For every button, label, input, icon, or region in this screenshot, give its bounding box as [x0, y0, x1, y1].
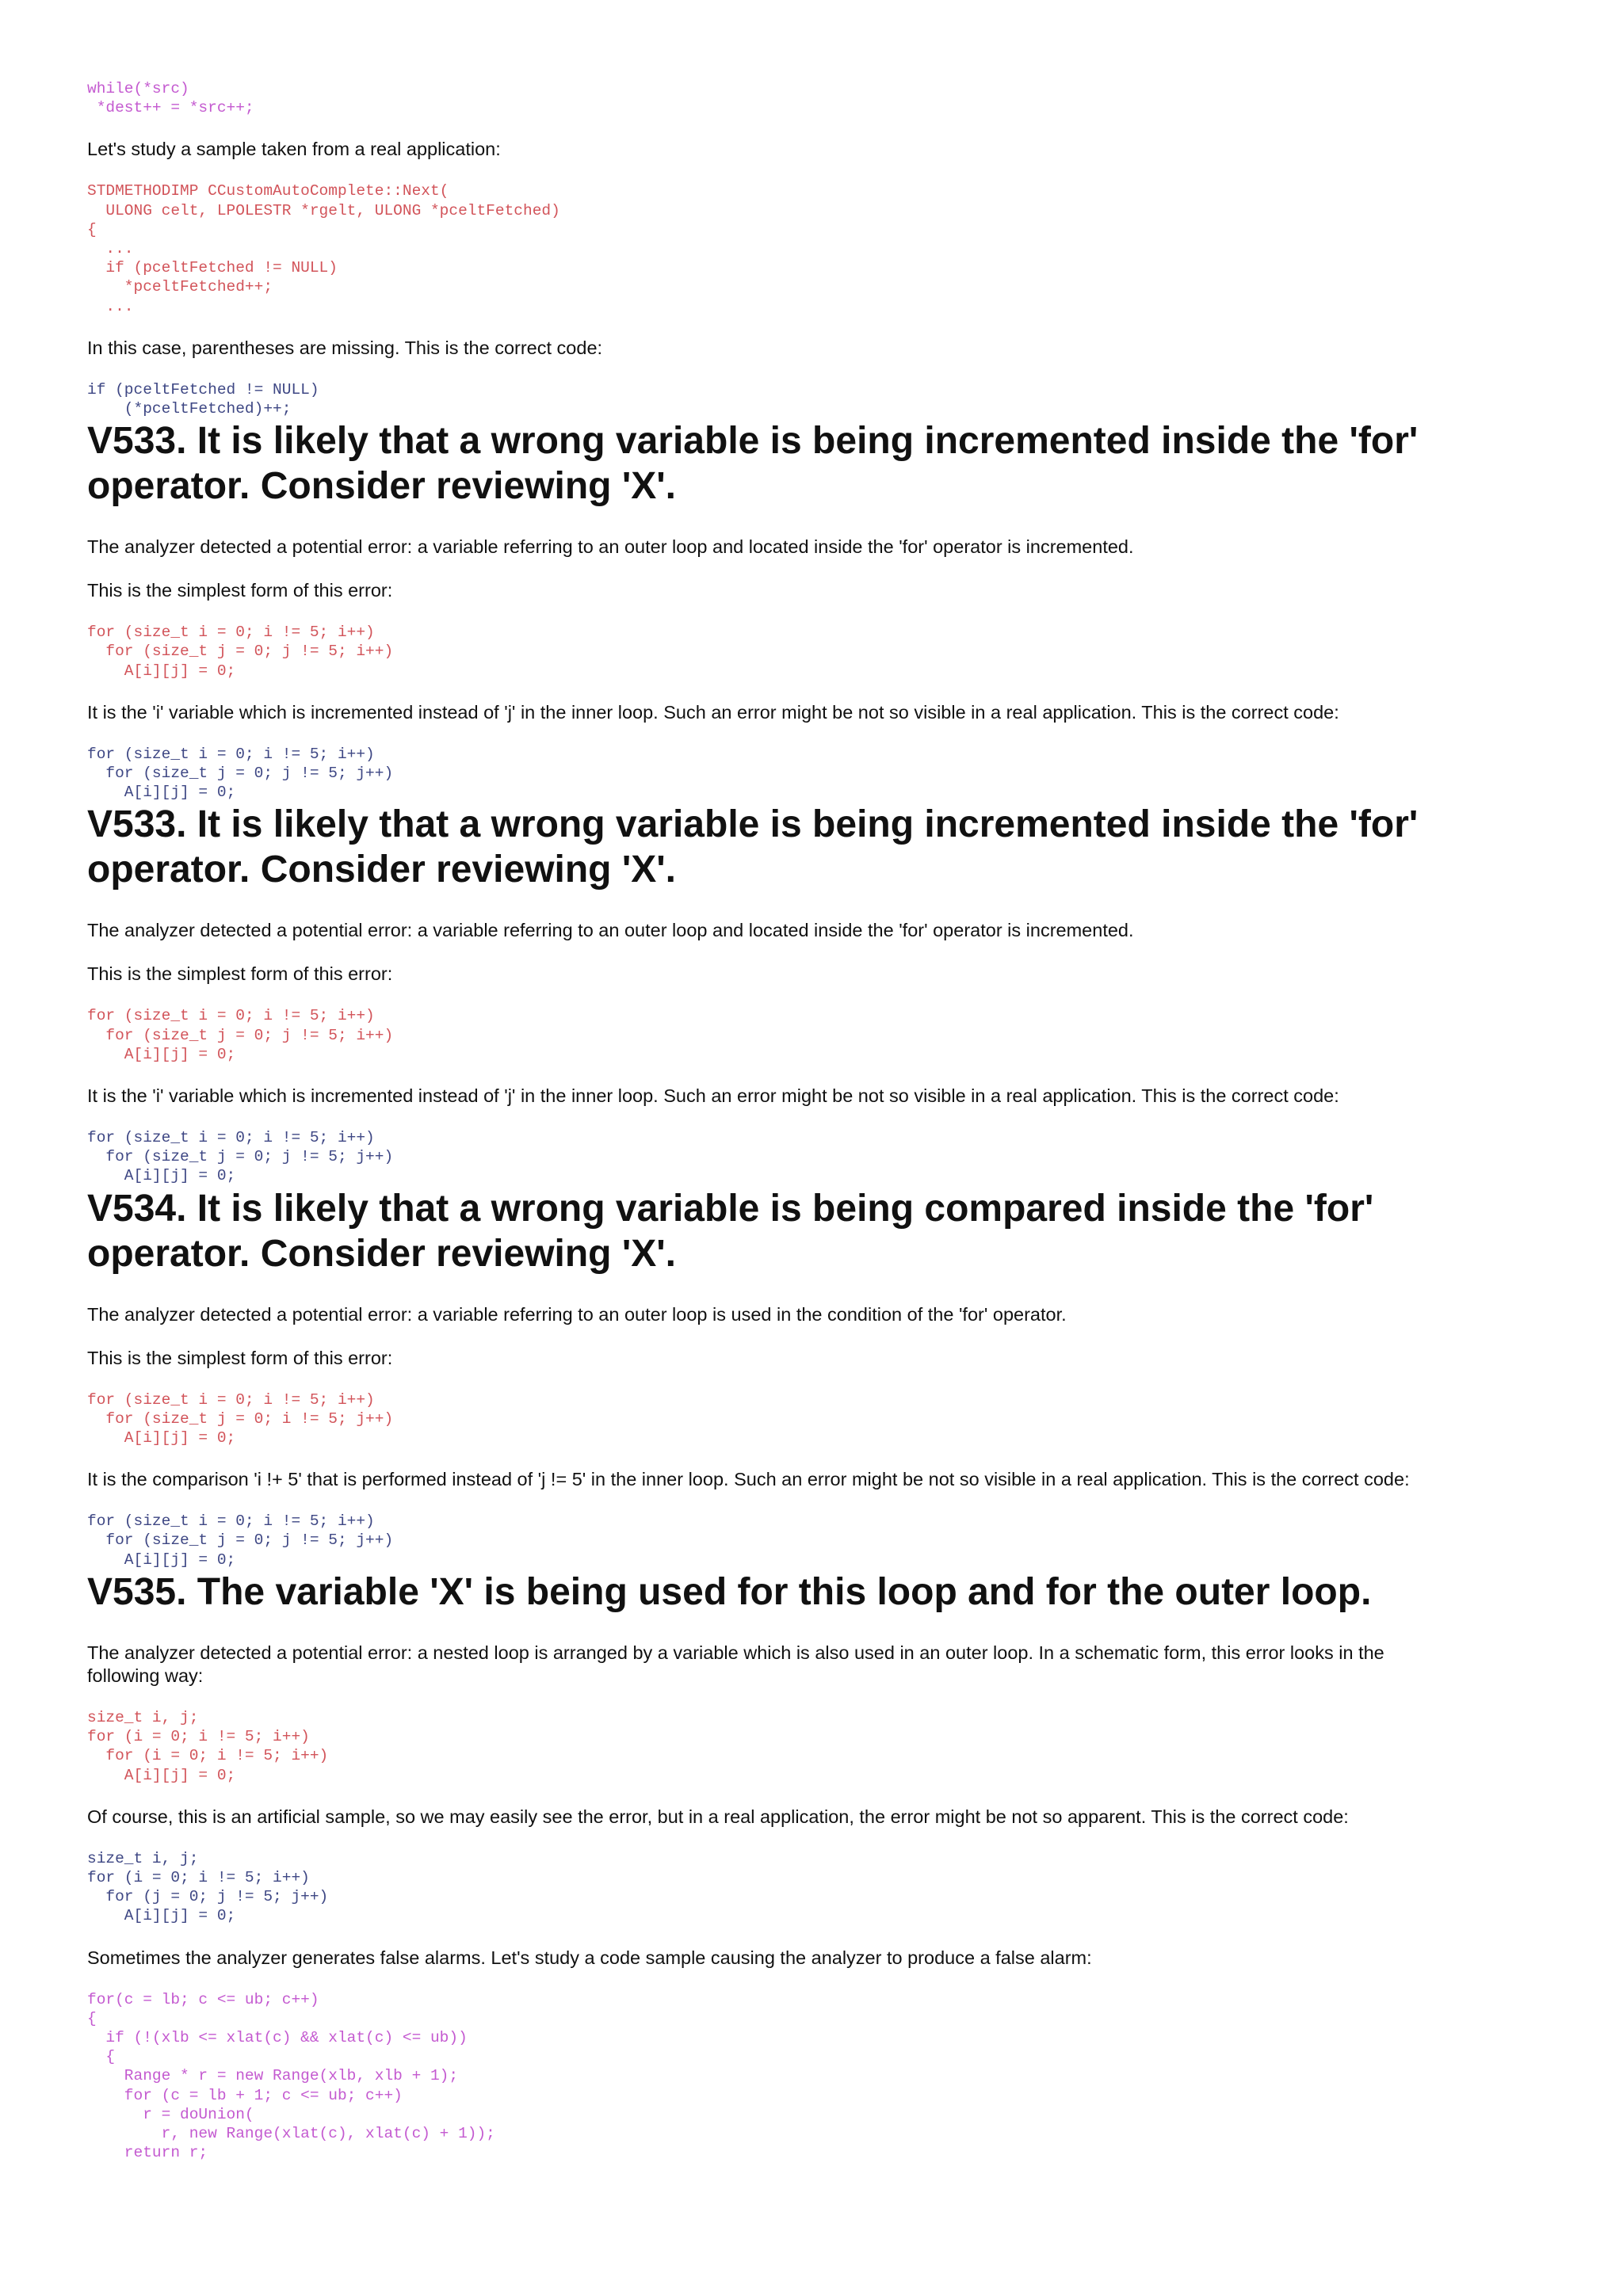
code-block-bad: for (size_t i = 0; i != 5; i++) for (size_t j = 0; i != 5; j++) A[i][j] = 0; [87, 1390, 394, 1447]
paragraph-description: The analyzer detected a potential error: a variable referring to an outer loop and located inside the 'for' operator is incremented. [87, 920, 1134, 941]
paragraph-explanation: It is the comparison 'i !+ 5' that is performed instead of 'j != 5' in the inner loop. Such an error might be not so visible in a real application. This is the correct code: [87, 1469, 1410, 1490]
code-block-bad-next: STDMETHODIMP CCustomAutoComplete::Next( ULONG celt, LPOLESTR *rgelt, ULONG *pceltFetched) { ... if (pceltFetched != NULL) *pceltFetched++; ... [87, 182, 560, 315]
paragraph-description: The analyzer detected a potential error: a nested loop is arranged by a variable which is also used in an outer loop. In a schematic form, this error looks in the following way: [87, 1642, 1384, 1686]
code-block-good-next: if (pceltFetched != NULL) (*pceltFetched)++; [87, 380, 319, 418]
section-heading-v535: V535. The variable 'X' is being used for this loop and for the outer loop. [87, 1570, 1372, 1613]
paragraph-description: The analyzer detected a potential error: a variable referring to an outer loop and located inside the 'for' operator is incremented. [87, 536, 1134, 558]
paragraph-simplest-form: This is the simplest form of this error: [87, 580, 393, 601]
paragraph-explanation: It is the 'i' variable which is incremented instead of 'j' in the inner loop. Such an error might be not so visible in a real application. This is the correct code: [87, 1085, 1339, 1107]
code-block-bad: for (size_t i = 0; i != 5; i++) for (size_t j = 0; j != 5; i++) A[i][j] = 0; [87, 624, 394, 680]
section-heading-v533-a: V533. It is likely that a wrong variable is being incremented inside the 'for' operator. Consider reviewing 'X'. [87, 420, 1419, 508]
paragraph-description: The analyzer detected a potential error: a variable referring to an outer loop is used in the condition of the 'for' operator. [87, 1303, 1067, 1325]
code-block-good: size_t i, j; for (i = 0; i != 5; i++) for (j = 0; j != 5; j++) A[i][j] = 0; [87, 1849, 329, 1925]
code-block-good: for (size_t i = 0; i != 5; i++) for (size_t j = 0; j != 5; j++) A[i][j] = 0; [87, 1129, 394, 1185]
paragraph-explanation: It is the 'i' variable which is incremented instead of 'j' in the inner loop. Such an error might be not so visible in a real application. This is the correct code: [87, 701, 1339, 723]
code-block-false-alarm-sample: for(c = lb; c <= ub; c++) { if (!(xlb <= xlat(c) && xlat(c) <= ub)) { Range * r = new Range(xlb, xlb + 1); for (c = lb + 1; c <= ub; c++) r = doUnion( r, new Range(xlat(c), xlat(c) + 1)); return r; [87, 1990, 495, 2162]
code-block-strcpy: while(*src) *dest++ = *src++; [87, 80, 254, 117]
code-block-good: for (size_t i = 0; i != 5; i++) for (size_t j = 0; j != 5; j++) A[i][j] = 0; [87, 1512, 394, 1569]
paragraph-sample-intro: Let's study a sample taken from a real application: [87, 139, 501, 160]
paragraph-simplest-form: This is the simplest form of this error: [87, 963, 393, 985]
document-page [87, 79, 1434, 2162]
code-block-good: for (size_t i = 0; i != 5; i++) for (size_t j = 0; j != 5; j++) A[i][j] = 0; [87, 745, 394, 802]
paragraph-simplest-form: This is the simplest form of this error: [87, 1347, 393, 1368]
code-block-bad: size_t i, j; for (i = 0; i != 5; i++) for (i = 0; i != 5; i++) A[i][j] = 0; [87, 1708, 329, 1784]
paragraph-false-alarms: Sometimes the analyzer generates false alarms. Let's study a code sample causing the analyzer to produce a false alarm: [87, 1947, 1092, 1968]
code-block-bad: for (size_t i = 0; i != 5; i++) for (size_t j = 0; j != 5; i++) A[i][j] = 0; [87, 1007, 394, 1063]
section-heading-v534: V534. It is likely that a wrong variable is being compared inside the 'for' operator. Consider reviewing 'X'. [87, 1187, 1374, 1275]
paragraph-parentheses-missing: In this case, parentheses are missing. This is the correct code: [87, 337, 603, 358]
paragraph-explanation: Of course, this is an artificial sample, so we may easily see the error, but in a real application, the error might be not so apparent. This is the correct code: [87, 1806, 1349, 1827]
section-heading-v533-b: V533. It is likely that a wrong variable is being incremented inside the 'for' operator. Consider reviewing 'X'. [87, 803, 1419, 891]
